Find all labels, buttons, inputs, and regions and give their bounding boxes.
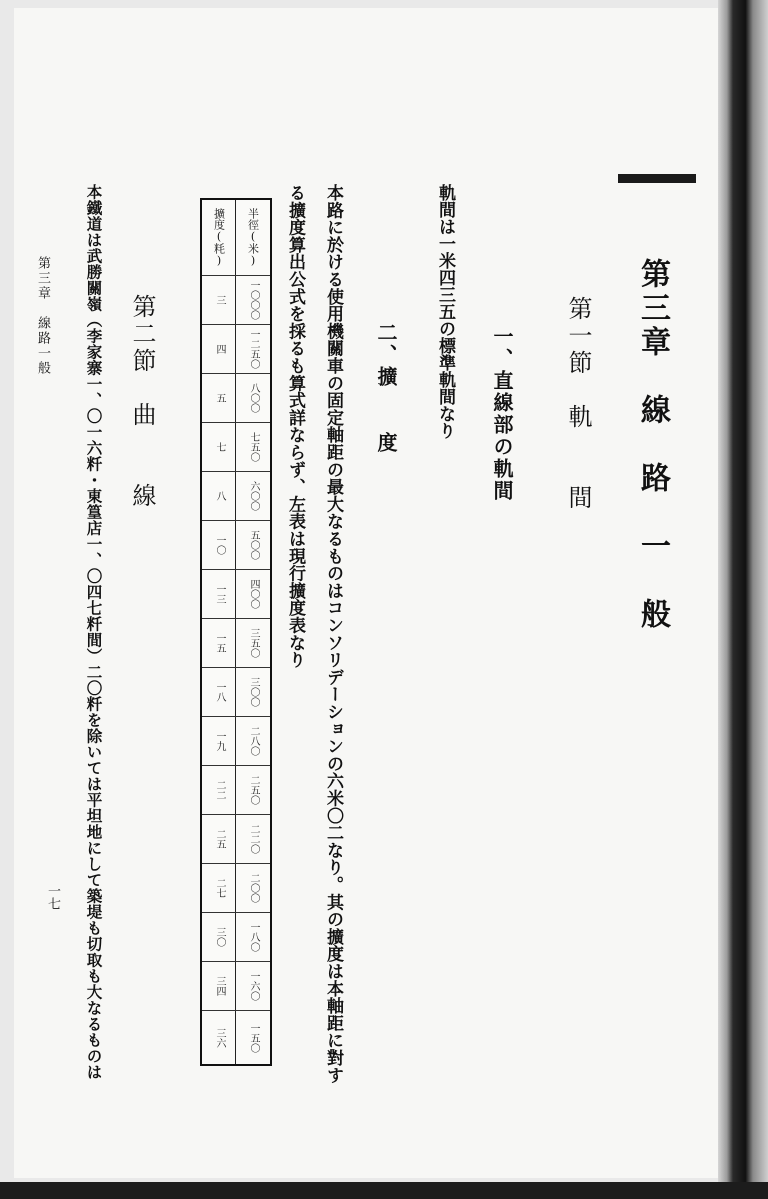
section2-title: 第二節 曲 線: [128, 294, 156, 510]
table-header-expansion: 擴度(粍): [202, 200, 236, 276]
table-cell: 二二: [202, 766, 236, 815]
table-cell: 八: [202, 472, 236, 521]
table-cell: 二七: [202, 864, 236, 913]
table-cell: 七五〇: [236, 423, 270, 472]
sub1-body: 軌間は一米四三五の標準軌間なり: [435, 184, 455, 439]
table-cell: 一〇〇〇: [236, 276, 270, 325]
scan-bottom-edge: [0, 1182, 768, 1199]
section1-title: 第一節 軌 間: [564, 296, 592, 512]
table-cell: 一九: [202, 717, 236, 766]
sub1-title: 一、直線部の軌間: [490, 326, 514, 502]
sub2-title: 二、擴 度: [374, 322, 398, 454]
table-cell: 四: [202, 325, 236, 374]
table-row-expansion: [202, 200, 236, 1064]
table-cell: 一八〇: [236, 913, 270, 962]
table-cell: 五〇〇: [236, 521, 270, 570]
book-spine-edge: [718, 0, 768, 1199]
expansion-table: [200, 198, 272, 1066]
table-cell: 三六: [214, 1027, 225, 1048]
table-cell: 一八: [202, 668, 236, 717]
table-cell: 五: [202, 374, 236, 423]
sub2-body-line2: る擴度算出公式を採るも算式詳ならず、左表は現行擴度表なり: [285, 184, 305, 669]
table-cell: 一二五〇: [236, 325, 270, 374]
table-row-radius: [235, 200, 270, 1064]
table-cell: 二五: [202, 815, 236, 864]
table-cell: 四〇〇: [236, 570, 270, 619]
table-cell: 三〇〇: [236, 668, 270, 717]
table-cell: 三五〇: [236, 619, 270, 668]
table-cell: 二二〇: [236, 815, 270, 864]
table-cell: 三四: [202, 962, 236, 1011]
table-cell: 一六〇: [236, 962, 270, 1011]
table-cell: 一五〇: [248, 1022, 259, 1053]
sub2-body-line1: 本路に於ける使用機關車の固定軸距の最大なるものはコンソリデーションの六米〇二なり。其の擴度は本軸距に對す: [323, 184, 343, 1084]
table-cell: 二五〇: [236, 766, 270, 815]
table-cell: 一五: [202, 619, 236, 668]
table-cell: 七: [202, 423, 236, 472]
table-cell: 六〇〇: [236, 472, 270, 521]
table-cell: 三: [202, 276, 236, 325]
running-header: 第三章 線路一般: [35, 256, 50, 376]
table-cell: 八〇〇: [236, 374, 270, 423]
table-header-radius: 半徑(米): [236, 200, 270, 276]
table-cell: 三〇: [202, 913, 236, 962]
table-cell: 二〇〇: [236, 864, 270, 913]
book-page: [14, 8, 720, 1178]
chapter-title: 第三章 線 路 一 般: [635, 258, 670, 632]
table-cell: 二八〇: [236, 717, 270, 766]
top-rule: [618, 174, 696, 183]
table-cell: 一三: [202, 570, 236, 619]
body-line: 本鐵道は武勝關嶺（李家寨一、〇一六粁・東篁店一、〇四七粁間）二〇粁を除いては平坦地にして築堤も切取も大なるものは: [84, 184, 104, 1080]
page-number: 一七: [45, 884, 60, 910]
table-cell: 一〇: [202, 521, 236, 570]
